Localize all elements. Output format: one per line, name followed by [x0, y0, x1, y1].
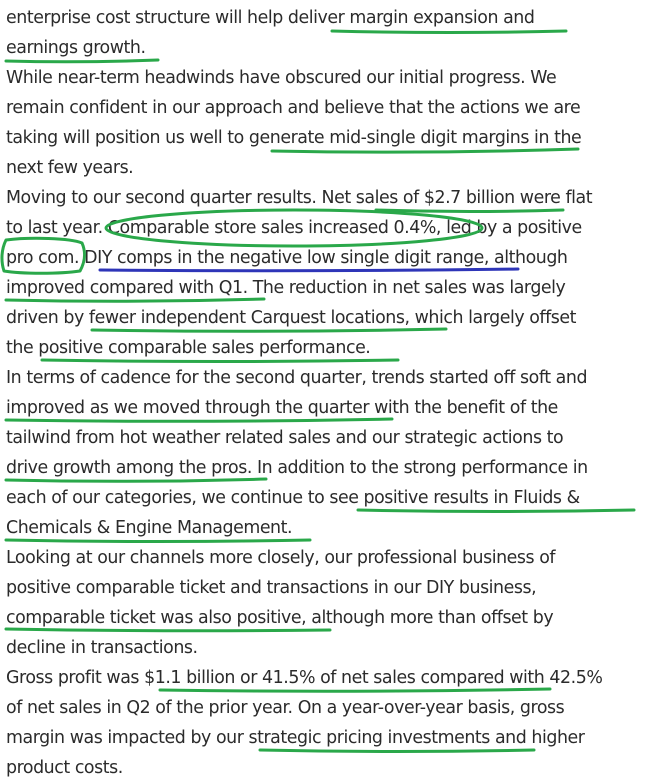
text-line: next few years. [6, 158, 134, 178]
text-line: margin was impacted by our strategic pricing investments and higher [6, 728, 585, 748]
green-underline [358, 510, 634, 512]
text-line: tailwind from hot weather related sales and our strategic actions to [6, 428, 564, 448]
text-line: Gross profit was $1.1 billion or 41.5% of net sales compared with 42.5% [6, 668, 603, 688]
green-underline [6, 60, 158, 62]
green-underline [6, 479, 266, 481]
green-underline [260, 750, 534, 752]
text-line: Chemicals & Engine Management. [6, 518, 293, 538]
text-line: to last year. Comparable store sales increased 0.4%, led by a positive [6, 218, 582, 238]
green-underline [160, 689, 550, 691]
text-line: earnings growth. [6, 38, 146, 58]
text-line: of net sales in Q2 of the prior year. On a year-over-year basis, gross [6, 698, 565, 718]
text-line: decline in transactions. [6, 638, 198, 658]
green-underline [332, 31, 566, 33]
green-underline [6, 540, 310, 542]
text-line: the positive comparable sales performance. [6, 338, 371, 358]
text-line: each of our categories, we continue to see positive results in Fluids & [6, 488, 580, 508]
text-line: positive comparable ticket and transactions in our DIY business, [6, 578, 537, 598]
green-underline [272, 149, 578, 152]
text-line: In terms of cadence for the second quarter, trends started off soft and [6, 368, 588, 388]
green-underline [376, 210, 563, 212]
text-line: remain confident in our approach and believe that the actions we are [6, 98, 581, 118]
green-underline [6, 629, 330, 631]
green-underline [6, 419, 392, 421]
blue-underline [100, 269, 518, 271]
text-line: comparable ticket was also positive, although more than offset by [6, 608, 554, 628]
text-line: improved as we moved through the quarter with the benefit of the [6, 398, 558, 418]
text-line: product costs. [6, 758, 123, 778]
text-line: enterprise cost structure will help deliver margin expansion and [6, 8, 535, 28]
text-line: driven by fewer independent Carquest locations, which largely offset [6, 308, 577, 328]
green-underline [42, 360, 398, 362]
green-underline [6, 299, 264, 301]
text-line: Moving to our second quarter results. Net sales of $2.7 billion were flat [6, 188, 593, 208]
text-line: pro com. DIY comps in the negative low single digit range, although [6, 248, 568, 268]
green-underline [92, 329, 446, 331]
text-line: drive growth among the pros. In addition to the strong performance in [6, 458, 588, 478]
text-line: Looking at our channels more closely, our professional business of [6, 548, 556, 568]
text-line: taking will position us well to generate mid-single digit margins in the [6, 128, 582, 148]
text-line: improved compared with Q1. The reduction in net sales was largely [6, 278, 566, 298]
text-line: While near-term headwinds have obscured our initial progress. We [6, 68, 557, 88]
